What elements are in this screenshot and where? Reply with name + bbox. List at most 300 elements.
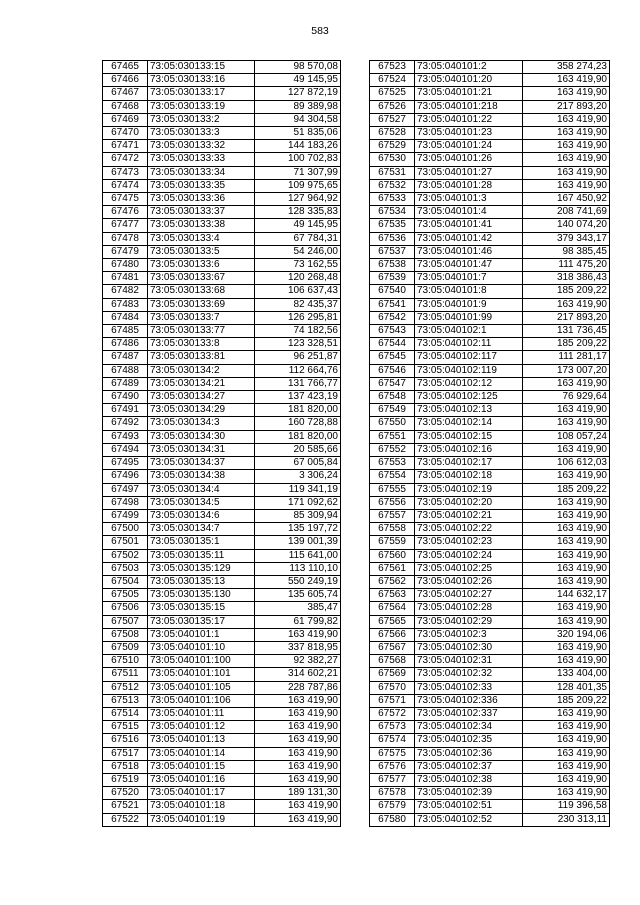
table-row — [370, 219, 610, 232]
row-number: 67577 — [370, 773, 415, 786]
table-row — [103, 470, 341, 483]
table-row — [103, 272, 341, 285]
cadastral-value: 163 419,90 — [523, 509, 610, 522]
cadastral-value: 54 246,00 — [255, 245, 341, 258]
row-number: 67497 — [103, 483, 148, 496]
row-number: 67486 — [103, 338, 148, 351]
cadastral-value: 112 664,76 — [255, 364, 341, 377]
row-number: 67537 — [370, 245, 415, 258]
cadastral-value: 337 818,95 — [255, 641, 341, 654]
row-number: 67505 — [103, 589, 148, 602]
cadastral-number: 73:05:030133:2 — [148, 113, 255, 126]
cadastral-number: 73:05:040102:36 — [415, 747, 523, 760]
cadastral-number: 73:05:040101:15 — [148, 760, 255, 773]
row-number: 67542 — [370, 311, 415, 324]
cadastral-number: 73:05:040101:46 — [415, 245, 523, 258]
cadastral-number: 73:05:030133:7 — [148, 311, 255, 324]
cadastral-number: 73:05:030133:81 — [148, 351, 255, 364]
table-row — [103, 615, 341, 628]
cadastral-number: 73:05:030135:13 — [148, 575, 255, 588]
right-registry-table — [369, 60, 610, 827]
cadastral-number: 73:05:040102:33 — [415, 681, 523, 694]
table-row — [103, 391, 341, 404]
row-number: 67526 — [370, 100, 415, 113]
table-row — [103, 127, 341, 140]
cadastral-value: 217 893,20 — [523, 100, 610, 113]
cadastral-value: 167 450,92 — [523, 193, 610, 206]
cadastral-number: 73:05:030134:3 — [148, 417, 255, 430]
cadastral-value: 163 419,90 — [523, 536, 610, 549]
row-number: 67519 — [103, 773, 148, 786]
row-number: 67578 — [370, 787, 415, 800]
table-row — [370, 193, 610, 206]
row-number: 67510 — [103, 655, 148, 668]
cadastral-value: 163 419,90 — [523, 377, 610, 390]
table-row — [103, 457, 341, 470]
cadastral-number: 73:05:040102:23 — [415, 536, 523, 549]
cadastral-number: 73:05:030133:8 — [148, 338, 255, 351]
cadastral-value: 160 728,88 — [255, 417, 341, 430]
table-row — [103, 707, 341, 720]
cadastral-value: 185 209,22 — [523, 694, 610, 707]
table-row — [370, 377, 610, 390]
table-row — [103, 87, 341, 100]
row-number: 67533 — [370, 193, 415, 206]
cadastral-number: 73:05:030133:3 — [148, 127, 255, 140]
cadastral-number: 73:05:040101:26 — [415, 153, 523, 166]
cadastral-value: 163 419,90 — [523, 74, 610, 87]
table-row — [370, 364, 610, 377]
row-number: 67475 — [103, 193, 148, 206]
table-row — [103, 166, 341, 179]
cadastral-value: 163 419,90 — [523, 760, 610, 773]
table-row — [103, 219, 341, 232]
table-row — [370, 470, 610, 483]
row-number: 67561 — [370, 562, 415, 575]
row-number: 67536 — [370, 232, 415, 245]
row-number: 67467 — [103, 87, 148, 100]
row-number: 67511 — [103, 668, 148, 681]
cadastral-number: 73:05:040102:14 — [415, 417, 523, 430]
table-row — [370, 404, 610, 417]
cadastral-number: 73:05:040102:22 — [415, 523, 523, 536]
table-row — [370, 61, 610, 74]
cadastral-value: 49 145,95 — [255, 74, 341, 87]
cadastral-number: 73:05:040101:1 — [148, 628, 255, 641]
cadastral-value: 108 057,24 — [523, 430, 610, 443]
cadastral-number: 73:05:030133:69 — [148, 298, 255, 311]
cadastral-value: 139 001,39 — [255, 536, 341, 549]
row-number: 67557 — [370, 509, 415, 522]
cadastral-value: 163 419,90 — [255, 628, 341, 641]
row-number: 67531 — [370, 166, 415, 179]
table-row — [103, 589, 341, 602]
row-number: 67491 — [103, 404, 148, 417]
row-number: 67545 — [370, 351, 415, 364]
row-number: 67492 — [103, 417, 148, 430]
row-number: 67488 — [103, 364, 148, 377]
cadastral-value: 163 419,90 — [523, 166, 610, 179]
cadastral-value: 71 307,99 — [255, 166, 341, 179]
cadastral-number: 73:05:030133:68 — [148, 285, 255, 298]
row-number: 67567 — [370, 641, 415, 654]
cadastral-number: 73:05:030134:37 — [148, 457, 255, 470]
cadastral-value: 119 396,58 — [523, 800, 610, 813]
cadastral-value: 137 423,19 — [255, 391, 341, 404]
row-number: 67483 — [103, 298, 148, 311]
cadastral-value: 111 475,20 — [523, 259, 610, 272]
table-row — [370, 575, 610, 588]
cadastral-value: 318 386,43 — [523, 272, 610, 285]
cadastral-value: 163 419,90 — [255, 707, 341, 720]
row-number: 67530 — [370, 153, 415, 166]
row-number: 67479 — [103, 245, 148, 258]
cadastral-value: 181 820,00 — [255, 430, 341, 443]
row-number: 67574 — [370, 734, 415, 747]
cadastral-value: 144 183,26 — [255, 140, 341, 153]
row-number: 67466 — [103, 74, 148, 87]
table-row — [370, 800, 610, 813]
cadastral-value: 379 343,17 — [523, 232, 610, 245]
cadastral-value: 163 419,90 — [523, 734, 610, 747]
table-row — [370, 272, 610, 285]
row-number: 67507 — [103, 615, 148, 628]
row-number: 67573 — [370, 721, 415, 734]
cadastral-number: 73:05:040101:105 — [148, 681, 255, 694]
table-row — [103, 325, 341, 338]
cadastral-number: 73:05:040102:52 — [415, 813, 523, 826]
table-row — [370, 311, 610, 324]
table-row — [370, 179, 610, 192]
table-row — [370, 641, 610, 654]
row-number: 67482 — [103, 285, 148, 298]
cadastral-value: 51 835,06 — [255, 127, 341, 140]
cadastral-value: 163 419,90 — [523, 417, 610, 430]
cadastral-number: 73:05:040101:24 — [415, 140, 523, 153]
row-number: 67472 — [103, 153, 148, 166]
row-number: 67471 — [103, 140, 148, 153]
cadastral-value: 163 419,90 — [523, 721, 610, 734]
cadastral-value: 163 419,90 — [255, 694, 341, 707]
cadastral-value: 20 585,66 — [255, 443, 341, 456]
table-row — [370, 113, 610, 126]
row-number: 67547 — [370, 377, 415, 390]
row-number: 67558 — [370, 523, 415, 536]
cadastral-number: 73:05:030134:21 — [148, 377, 255, 390]
cadastral-value: 385,47 — [255, 602, 341, 615]
cadastral-number: 73:05:030134:6 — [148, 509, 255, 522]
row-number: 67553 — [370, 457, 415, 470]
row-number: 67559 — [370, 536, 415, 549]
row-number: 67569 — [370, 668, 415, 681]
row-number: 67521 — [103, 800, 148, 813]
cadastral-number: 73:05:030135:17 — [148, 615, 255, 628]
cadastral-number: 73:05:040102:38 — [415, 773, 523, 786]
row-number: 67518 — [103, 760, 148, 773]
cadastral-number: 73:05:040101:7 — [415, 272, 523, 285]
table-row — [103, 232, 341, 245]
cadastral-number: 73:05:040101:106 — [148, 694, 255, 707]
cadastral-value: 106 637,43 — [255, 285, 341, 298]
cadastral-number: 73:05:040102:17 — [415, 457, 523, 470]
cadastral-number: 73:05:040101:22 — [415, 113, 523, 126]
table-row — [370, 496, 610, 509]
table-row — [370, 206, 610, 219]
table-row — [370, 166, 610, 179]
cadastral-value: 163 419,90 — [523, 298, 610, 311]
table-row — [370, 483, 610, 496]
cadastral-value: 163 419,90 — [523, 655, 610, 668]
cadastral-value: 163 419,90 — [523, 127, 610, 140]
cadastral-number: 73:05:030133:6 — [148, 259, 255, 272]
cadastral-number: 73:05:040102:19 — [415, 483, 523, 496]
table-row — [370, 232, 610, 245]
row-number: 67543 — [370, 325, 415, 338]
table-row — [370, 668, 610, 681]
table-row — [370, 457, 610, 470]
table-row — [103, 800, 341, 813]
cadastral-value: 163 419,90 — [523, 496, 610, 509]
cadastral-value: 144 632,17 — [523, 589, 610, 602]
row-number: 67465 — [103, 61, 148, 74]
table-row — [370, 787, 610, 800]
cadastral-number: 73:05:040101:3 — [415, 193, 523, 206]
row-number: 67550 — [370, 417, 415, 430]
cadastral-number: 73:05:040101:13 — [148, 734, 255, 747]
cadastral-number: 73:05:040101:11 — [148, 707, 255, 720]
table-row — [370, 259, 610, 272]
row-number: 67512 — [103, 681, 148, 694]
table-row — [103, 549, 341, 562]
row-number: 67555 — [370, 483, 415, 496]
row-number: 67522 — [103, 813, 148, 826]
cadastral-number: 73:05:030133:67 — [148, 272, 255, 285]
table-row — [103, 655, 341, 668]
row-number: 67562 — [370, 575, 415, 588]
cadastral-value: 115 641,00 — [255, 549, 341, 562]
row-number: 67540 — [370, 285, 415, 298]
cadastral-number: 73:05:030134:38 — [148, 470, 255, 483]
row-number: 67544 — [370, 338, 415, 351]
cadastral-value: 128 335,83 — [255, 206, 341, 219]
table-row — [370, 245, 610, 258]
row-number: 67513 — [103, 694, 148, 707]
cadastral-number: 73:05:030133:33 — [148, 153, 255, 166]
table-row — [103, 298, 341, 311]
table-row — [103, 259, 341, 272]
cadastral-value: 163 419,90 — [255, 800, 341, 813]
cadastral-number: 73:05:040101:218 — [415, 100, 523, 113]
cadastral-value: 82 435,37 — [255, 298, 341, 311]
table-row — [370, 615, 610, 628]
table-row — [370, 747, 610, 760]
table-row — [370, 549, 610, 562]
cadastral-value: 185 209,22 — [523, 338, 610, 351]
row-number: 67523 — [370, 61, 415, 74]
cadastral-number: 73:05:030133:38 — [148, 219, 255, 232]
row-number: 67504 — [103, 575, 148, 588]
cadastral-value: 3 306,24 — [255, 470, 341, 483]
row-number: 67502 — [103, 549, 148, 562]
table-row — [370, 523, 610, 536]
cadastral-number: 73:05:030134:2 — [148, 364, 255, 377]
cadastral-number: 73:05:030135:129 — [148, 562, 255, 575]
cadastral-number: 73:05:040101:100 — [148, 655, 255, 668]
row-number: 67501 — [103, 536, 148, 549]
cadastral-number: 73:05:040102:336 — [415, 694, 523, 707]
table-row — [370, 813, 610, 826]
table-row — [370, 430, 610, 443]
table-row — [103, 153, 341, 166]
cadastral-number: 73:05:040102:16 — [415, 443, 523, 456]
row-number: 67548 — [370, 391, 415, 404]
cadastral-number: 73:05:040102:15 — [415, 430, 523, 443]
table-row — [103, 140, 341, 153]
cadastral-value: 131 736,45 — [523, 325, 610, 338]
cadastral-value: 163 419,90 — [523, 747, 610, 760]
cadastral-number: 73:05:040102:119 — [415, 364, 523, 377]
cadastral-number: 73:05:040102:11 — [415, 338, 523, 351]
row-number: 67478 — [103, 232, 148, 245]
table-row — [103, 61, 341, 74]
table-row — [370, 760, 610, 773]
cadastral-value: 163 419,90 — [523, 773, 610, 786]
cadastral-number: 73:05:030133:34 — [148, 166, 255, 179]
table-row — [370, 721, 610, 734]
cadastral-number: 73:05:040102:28 — [415, 602, 523, 615]
row-number: 67495 — [103, 457, 148, 470]
table-row — [103, 417, 341, 430]
cadastral-number: 73:05:040102:51 — [415, 800, 523, 813]
cadastral-value: 123 328,51 — [255, 338, 341, 351]
cadastral-value: 98 570,08 — [255, 61, 341, 74]
cadastral-value: 119 341,19 — [255, 483, 341, 496]
cadastral-number: 73:05:030133:15 — [148, 61, 255, 74]
cadastral-number: 73:05:040102:39 — [415, 787, 523, 800]
row-number: 67515 — [103, 721, 148, 734]
cadastral-value: 140 074,20 — [523, 219, 610, 232]
row-number: 67499 — [103, 509, 148, 522]
cadastral-value: 111 281,17 — [523, 351, 610, 364]
cadastral-value: 85 309,94 — [255, 509, 341, 522]
row-number: 67485 — [103, 325, 148, 338]
cadastral-value: 109 975,65 — [255, 179, 341, 192]
cadastral-number: 73:05:040102:29 — [415, 615, 523, 628]
cadastral-value: 163 419,90 — [255, 773, 341, 786]
table-row — [103, 734, 341, 747]
table-row — [103, 285, 341, 298]
table-row — [370, 100, 610, 113]
table-row — [103, 74, 341, 87]
cadastral-number: 73:05:030133:77 — [148, 325, 255, 338]
row-number: 67524 — [370, 74, 415, 87]
cadastral-number: 73:05:040101:20 — [415, 74, 523, 87]
cadastral-value: 163 419,90 — [255, 721, 341, 734]
cadastral-number: 73:05:040102:3 — [415, 628, 523, 641]
cadastral-number: 73:05:040102:1 — [415, 325, 523, 338]
row-number: 67580 — [370, 813, 415, 826]
table-row — [103, 523, 341, 536]
cadastral-value: 67 005,84 — [255, 457, 341, 470]
cadastral-number: 73:05:040101:18 — [148, 800, 255, 813]
cadastral-value: 217 893,20 — [523, 311, 610, 324]
row-number: 67468 — [103, 100, 148, 113]
row-number: 67506 — [103, 602, 148, 615]
row-number: 67552 — [370, 443, 415, 456]
cadastral-value: 67 784,31 — [255, 232, 341, 245]
table-row — [103, 536, 341, 549]
cadastral-value: 185 209,22 — [523, 483, 610, 496]
cadastral-number: 73:05:040102:12 — [415, 377, 523, 390]
cadastral-number: 73:05:040102:26 — [415, 575, 523, 588]
row-number: 67480 — [103, 259, 148, 272]
cadastral-number: 73:05:040101:14 — [148, 747, 255, 760]
cadastral-number: 73:05:030133:16 — [148, 74, 255, 87]
cadastral-number: 73:05:040102:27 — [415, 589, 523, 602]
right-table-body — [370, 61, 610, 827]
cadastral-number: 73:05:040102:18 — [415, 470, 523, 483]
cadastral-number: 73:05:040101:47 — [415, 259, 523, 272]
cadastral-value: 133 404,00 — [523, 668, 610, 681]
cadastral-number: 73:05:040102:37 — [415, 760, 523, 773]
cadastral-number: 73:05:040102:125 — [415, 391, 523, 404]
row-number: 67508 — [103, 628, 148, 641]
cadastral-number: 73:05:030133:32 — [148, 140, 255, 153]
table-row — [370, 443, 610, 456]
table-row — [103, 351, 341, 364]
cadastral-number: 73:05:040102:30 — [415, 641, 523, 654]
table-row — [103, 760, 341, 773]
row-number: 67516 — [103, 734, 148, 747]
page-number: 583 — [311, 25, 329, 37]
table-row — [103, 404, 341, 417]
table-row — [103, 668, 341, 681]
cadastral-value: 163 419,90 — [523, 87, 610, 100]
row-number: 67487 — [103, 351, 148, 364]
row-number: 67489 — [103, 377, 148, 390]
cadastral-value: 228 787,86 — [255, 681, 341, 694]
cadastral-value: 131 766,77 — [255, 377, 341, 390]
table-row — [370, 536, 610, 549]
cadastral-value: 98 385,45 — [523, 245, 610, 258]
table-row — [370, 298, 610, 311]
cadastral-number: 73:05:040102:34 — [415, 721, 523, 734]
cadastral-value: 163 419,90 — [523, 140, 610, 153]
row-number: 67546 — [370, 364, 415, 377]
table-row — [370, 562, 610, 575]
cadastral-value: 181 820,00 — [255, 404, 341, 417]
table-row — [370, 681, 610, 694]
row-number: 67494 — [103, 443, 148, 456]
row-number: 67529 — [370, 140, 415, 153]
row-number: 67477 — [103, 219, 148, 232]
cadastral-value: 189 131,30 — [255, 787, 341, 800]
cadastral-number: 73:05:040102:21 — [415, 509, 523, 522]
row-number: 67509 — [103, 641, 148, 654]
cadastral-number: 73:05:030133:36 — [148, 193, 255, 206]
row-number: 67534 — [370, 206, 415, 219]
cadastral-value: 94 304,58 — [255, 113, 341, 126]
cadastral-value: 106 612,03 — [523, 457, 610, 470]
cadastral-number: 73:05:030134:27 — [148, 391, 255, 404]
cadastral-value: 73 162,55 — [255, 259, 341, 272]
cadastral-value: 74 182,56 — [255, 325, 341, 338]
cadastral-number: 73:05:040102:25 — [415, 562, 523, 575]
table-row — [370, 87, 610, 100]
cadastral-value: 96 251,87 — [255, 351, 341, 364]
cadastral-value: 76 929,64 — [523, 391, 610, 404]
cadastral-value: 163 419,90 — [523, 113, 610, 126]
